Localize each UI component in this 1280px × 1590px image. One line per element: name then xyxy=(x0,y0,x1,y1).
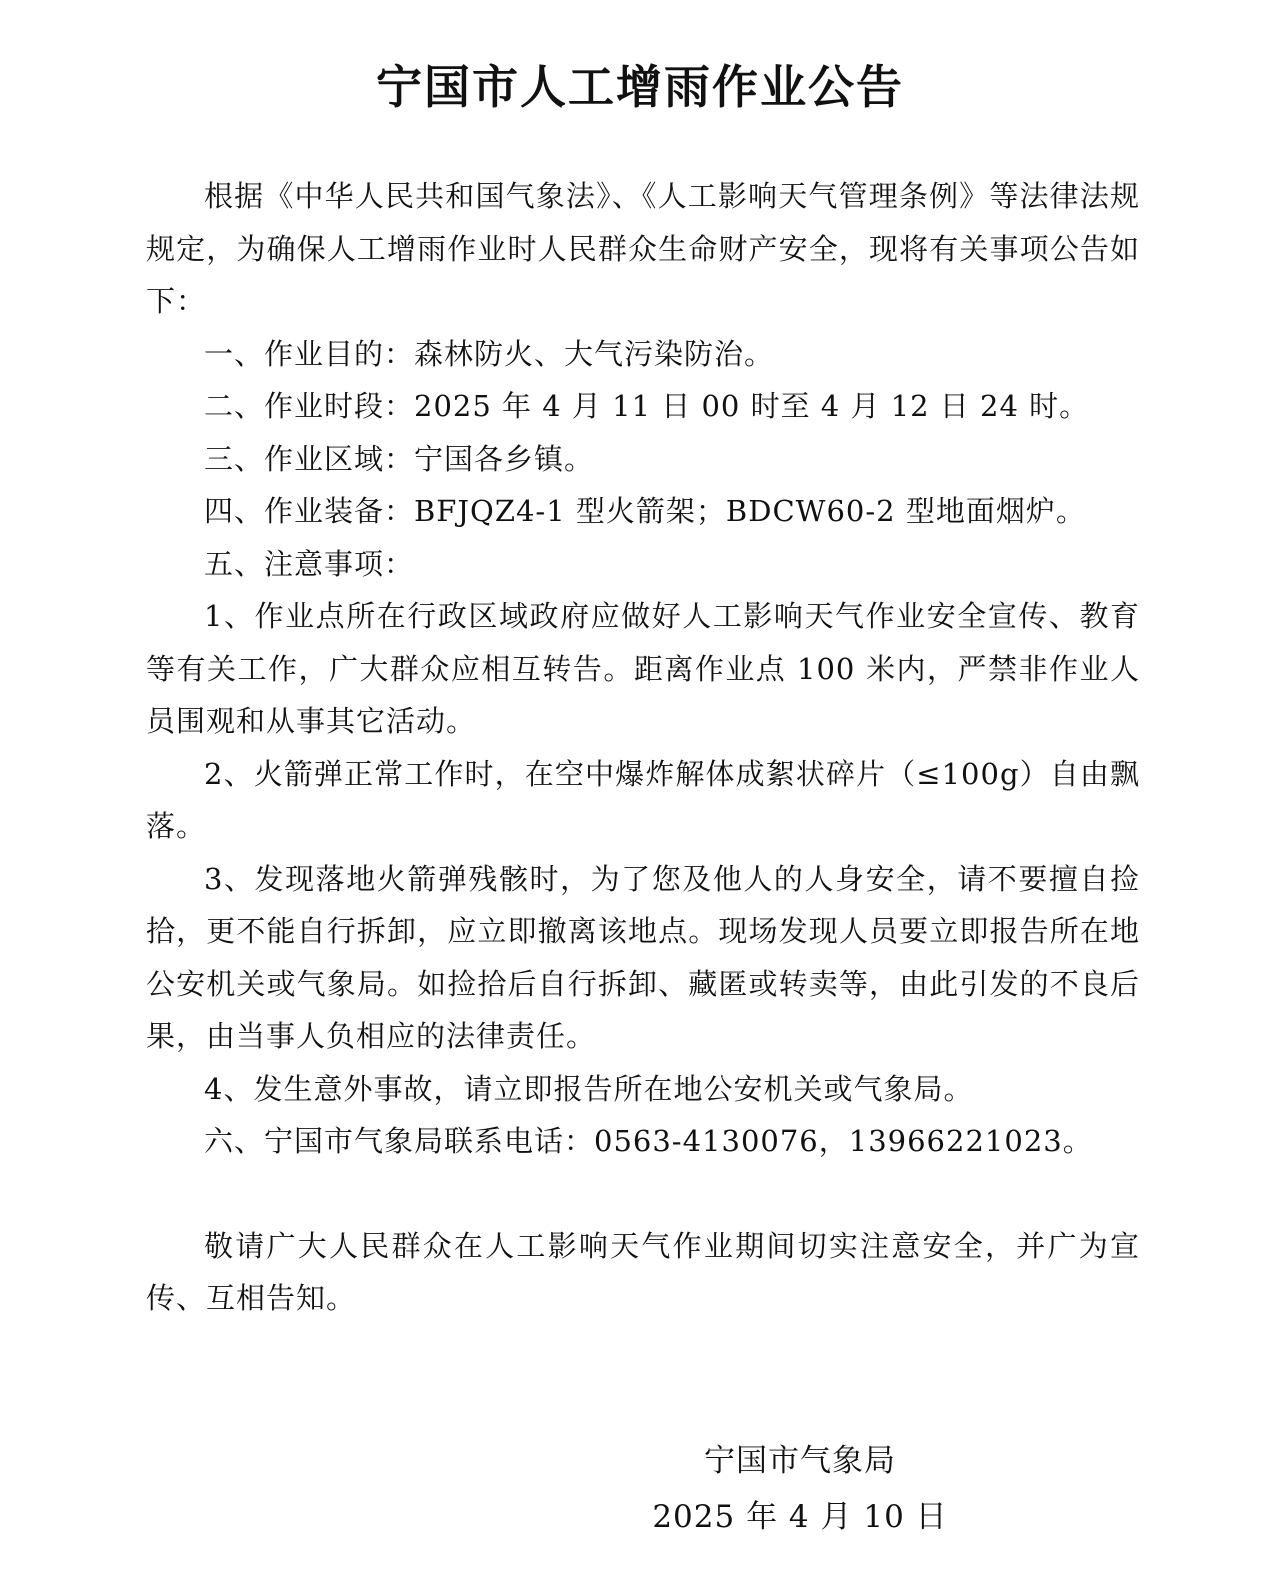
precaution-2: 2、火箭弹正常工作时，在空中爆炸解体成絮状碎片（≤100g）自由飘落。 xyxy=(146,756,1140,843)
notice-body xyxy=(146,170,1140,1325)
item-precautions-heading: 五、注意事项： xyxy=(204,546,415,581)
precaution-1: 1、作业点所在行政区域政府应做好人工影响天气作业安全宣传、教育等有关工作，广大群众应相互转告。距离作业点 100 米内，严禁非作业人员围观和从事其它活动。 xyxy=(146,599,1140,738)
notice-title: 宁国市人工增雨作业公告 xyxy=(376,60,904,114)
item-area: 三、作业区域：宁国各乡镇。 xyxy=(204,441,595,476)
item-contact: 六、宁国市气象局联系电话：0563-4130076，13966221023。 xyxy=(204,1124,1093,1158)
intro-paragraph: 根据《中华人民共和国气象法》、《人工影响天气管理条例》等法律法规规定，为确保人工增雨作业时人民群众生命财产安全，现将有关事项公告如下： xyxy=(146,179,1140,318)
precaution-4: 4、发生意外事故，请立即报告所在地公安机关或气象局。 xyxy=(204,1071,974,1106)
signature-date: 2025 年 4 月 10 日 xyxy=(652,1499,948,1535)
closing-paragraph: 敬请广大人民群众在人工影响天气作业期间切实注意安全，并广为宣传、互相告知。 xyxy=(146,1228,1140,1315)
item-equipment: 四、作业装备：BFJQZ4-1 型火箭架；BDCW60-2 型地面烟炉。 xyxy=(204,494,1086,528)
item-purpose: 一、作业目的：森林防火、大气污染防治。 xyxy=(204,336,775,371)
precaution-3: 3、发现落地火箭弹残骸时，为了您及他人的人身安全，请不要擅自捡拾，更不能自行拆卸，应立即撤离该地点。现场发现人员要立即报告所在地公安机关或气象局。如捡拾后自行拆卸、藏匿或转卖等，由此引发的不良后果，由当事人负相应的法律责任。 xyxy=(146,861,1140,1053)
item-time-period: 二、作业时段：2025 年 4 月 11 日 00 时至 4 月 12 日 24 时。 xyxy=(204,389,1090,423)
signature-organization: 宁国市气象局 xyxy=(704,1443,896,1479)
